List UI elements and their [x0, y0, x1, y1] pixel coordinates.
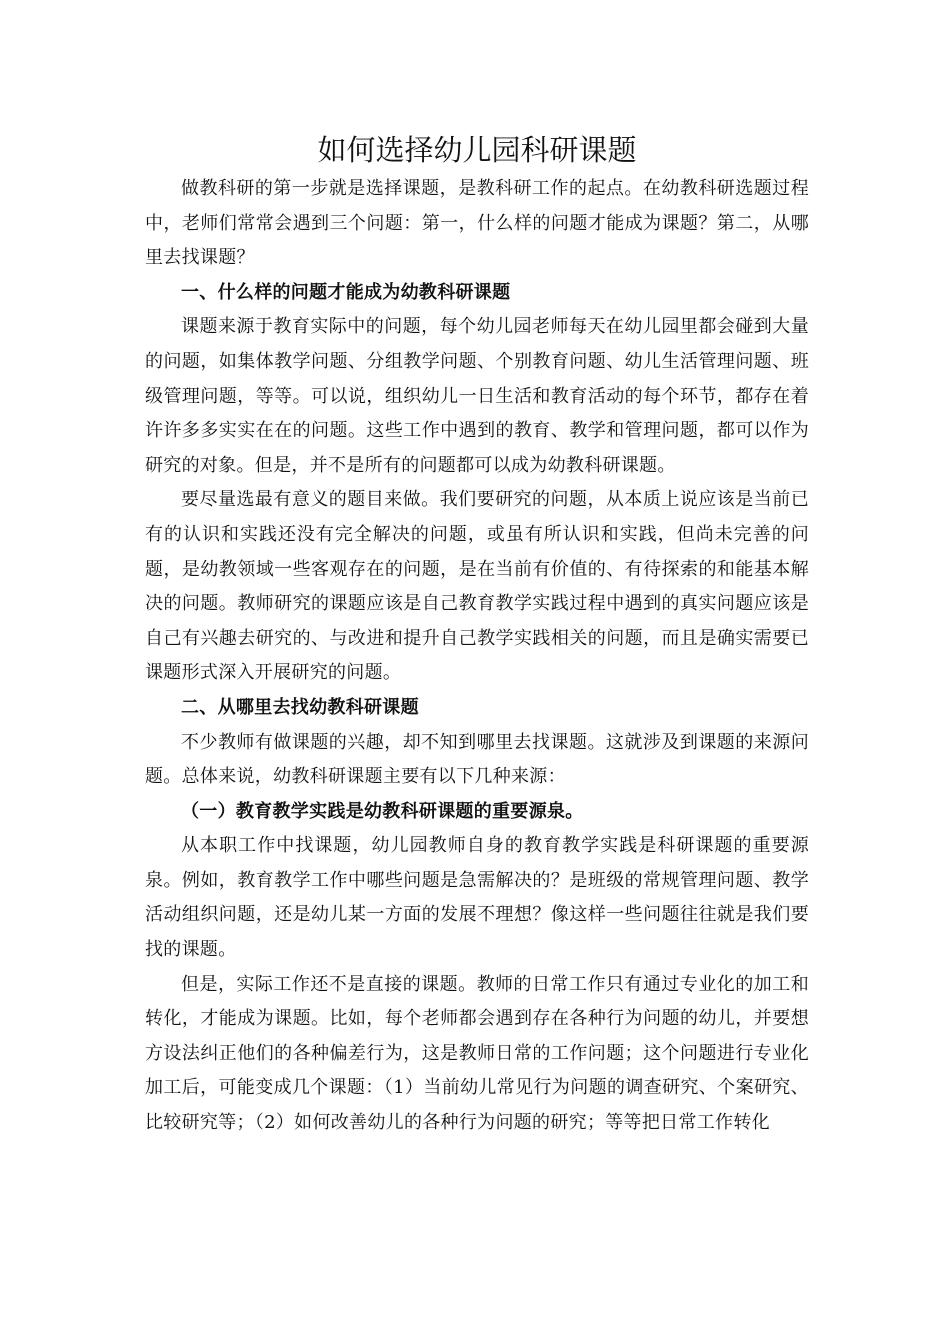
body-paragraph: 不少教师有做课题的兴趣，却不知到哪里去找课题。这就涉及到课题的来源问题。总体来说，幼教科研课题主要有以下几种来源：	[145, 731, 809, 788]
document-title: 如何选择幼儿园科研课题	[317, 133, 637, 167]
body-paragraph: 但是，实际工作还不是直接的课题。教师的日常工作只有通过专业化的加工和转化，才能成为课题。比如，每个老师都会遇到存在各种行为问题的幼儿，并要想方设法纠正他们的各种偏差行为，这是教师日常的工作问题；这个问题进行专业化加工后，可能变成几个课题：（1）当前幼儿常见行为问题的调查研究、个案研究、比较研究等；（2）如何改善幼儿的各种行为问题的研究；等等把日常工作转化	[145, 973, 809, 1134]
document-body	[145, 128, 809, 1141]
body-paragraph: 从本职工作中找课题，幼儿园教师自身的教育教学实践是科研课题的重要源泉。例如，教育教学工作中哪些问题是急需解决的？是班级的常规管理问题、教学活动组织问题，还是幼儿某一方面的发展不理想？像这样一些问题往往就是我们要找的课题。	[145, 835, 809, 961]
body-paragraph: 课题来源于教育实际中的问题，每个幼儿园老师每天在幼儿园里都会碰到大量的问题，如集体教学问题、分组教学问题、个别教育问题、幼儿生活管理问题、班级管理问题，等等。可以说，组织幼儿一日生活和教育活动的每个环节，都存在着许许多多实实在在的问题。这些工作中遇到的教育、教学和管理问题，都可以作为研究的对象。但是，并不是所有的问题都可以成为幼教科研课题。	[145, 316, 809, 476]
section-heading-2: 二、从哪里去找幼教科研课题	[181, 696, 419, 718]
section-heading-1: 一、什么样的问题才能成为幼教科研课题	[181, 281, 511, 303]
subsection-heading-1: （一）教育教学实践是幼教科研课题的重要源泉。	[181, 800, 584, 822]
intro-paragraph: 做教科研的第一步就是选择课题，是教科研工作的起点。在幼教科研选题过程中，老师们常常会遇到三个问题：第一，什么样的问题才能成为课题？第二，从哪里去找课题？	[145, 178, 809, 269]
body-paragraph: 要尽量选最有意义的题目来做。我们要研究的问题，从本质上说应该是当前已有的认识和实践还没有完全解决的问题，或虽有所认识和实践，但尚未完善的问题，是幼教领域一些客观存在的问题，是在当前有价值的、有待探索的和能基本解决的问题。教师研究的课题应该是自己教育教学实践过程中遇到的真实问题应该是自己有兴趣去研究的、与改进和提升自己教学实践相关的问题，而且是确实需要已课题形式深入开展研究的问题。	[145, 489, 809, 684]
